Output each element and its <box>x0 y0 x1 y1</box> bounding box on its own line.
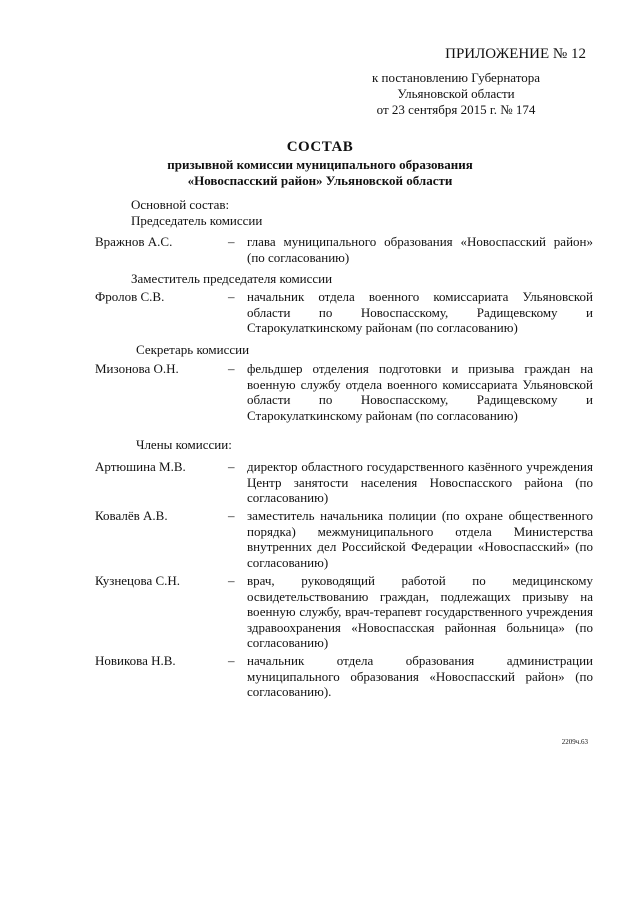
member-position: начальник отдела образования администрации муниципального образования «Новоспасский район» (по согласованию). <box>247 653 593 700</box>
member-name: Артюшина М.В. <box>95 459 186 474</box>
dash-separator: – <box>228 361 235 376</box>
dash-separator: – <box>228 508 235 523</box>
document-subtitle-line: «Новоспасский район» Ульяновской области <box>187 173 453 188</box>
section-chairman-heading: Председатель комиссии <box>131 213 263 228</box>
dash-separator: – <box>228 234 235 249</box>
dash-separator: – <box>228 459 235 474</box>
appendix-reference-line: к постановлению Губернатора <box>371 70 541 85</box>
appendix-reference-line: от 23 сентября 2015 г. № 174 <box>376 102 536 117</box>
commission-member-entry <box>95 459 593 506</box>
dash-separator: – <box>228 653 235 668</box>
appendix-reference <box>326 70 586 118</box>
section-basic-heading: Основной состав: <box>131 197 230 212</box>
member-name: Кузнецова С.Н. <box>95 573 181 588</box>
member-position: директор областного государственного казённого учреждения Центр занятости населения Новоспасского района (по согласованию) <box>247 459 593 506</box>
section-members-heading: Члены комиссии: <box>136 437 232 452</box>
commission-member-entry <box>95 653 593 700</box>
member-position: глава муниципального образования «Новоспасский район» (по согласованию) <box>247 234 593 265</box>
dash-separator: – <box>228 289 235 304</box>
document-code: 2209ч.63 <box>561 738 588 746</box>
appendix-reference-line: Ульяновской области <box>397 86 515 101</box>
section-deputy-heading: Заместитель председателя комиссии <box>131 271 333 286</box>
member-name: Вражнов А.С. <box>95 234 173 249</box>
member-name: Новикова Н.В. <box>95 653 176 668</box>
document-title: СОСТАВ <box>286 139 354 155</box>
commission-member-entry <box>95 573 593 651</box>
member-name: Мизонова О.Н. <box>95 361 179 376</box>
member-name: Ковалёв А.В. <box>95 508 168 523</box>
member-position: фельдшер отделения подготовки и призыва граждан на военную службу отдела военного комиссариата Ульяновской области по Новоспасскому, Радищевскому и Старокулаткинскому районам (по согласованию) <box>247 361 593 423</box>
document-subtitle-line: призывной комиссии муниципального образования <box>167 157 473 172</box>
member-name: Фролов С.В. <box>95 289 165 304</box>
appendix-number: ПРИЛОЖЕНИЕ № 12 <box>445 46 586 62</box>
commission-member-entry <box>95 289 593 336</box>
member-position: заместитель начальника полиции (по охране общественного порядка) межмуниципального отдела Министерства внутренних дел Российской Федерации «Новоспасский» (по согласованию) <box>247 508 593 570</box>
dash-separator: – <box>228 573 235 588</box>
section-secretary-heading: Секретарь комиссии <box>136 342 250 357</box>
commission-member-entry <box>95 234 593 265</box>
commission-member-entry <box>95 361 593 423</box>
member-position: начальник отдела военного комиссариата Ульяновской области по Новоспасскому, Радищевскому и Старокулаткинскому районам (по согласованию) <box>247 289 593 336</box>
member-position: врач, руководящий работой по медицинскому освидетельствованию граждан, подлежащих призыву на военную службу, врач-терапевт государственного учреждения здравоохранения «Новоспасская районная больница» (по согласованию) <box>247 573 593 651</box>
commission-member-entry <box>95 508 593 570</box>
